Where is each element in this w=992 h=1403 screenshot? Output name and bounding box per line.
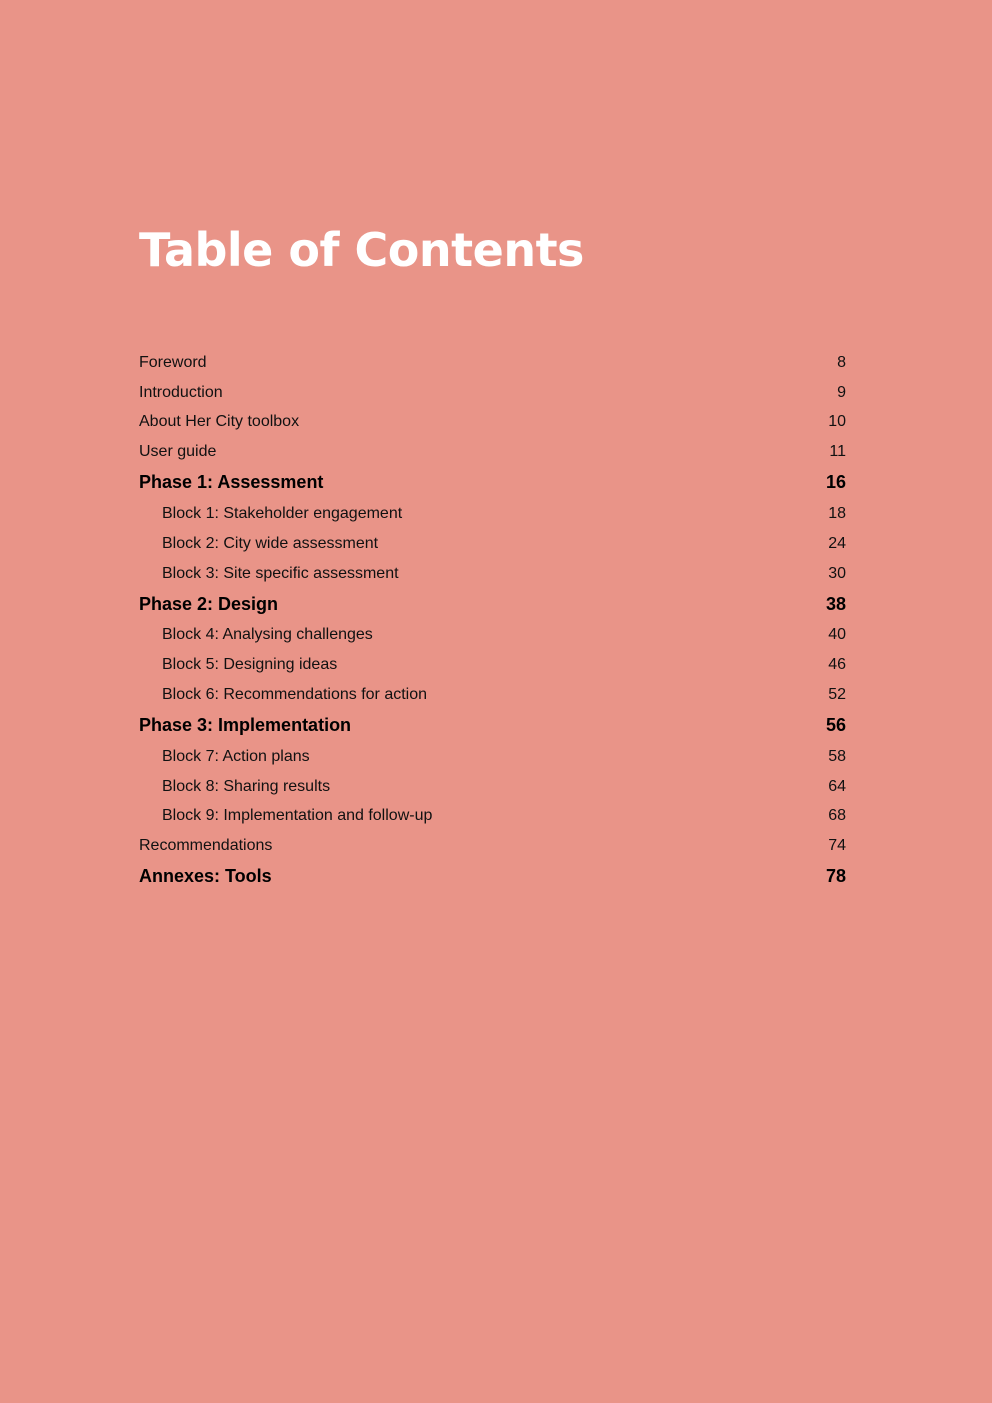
toc-block-label: Block 2: City wide assessment <box>162 534 379 552</box>
toc-block-label: Block 4: Analysing challenges <box>162 626 373 644</box>
toc-phase-assessment[interactable] <box>139 467 846 499</box>
toc-block-label: Block 5: Designing ideas <box>162 656 338 674</box>
toc-block-label: Block 6: Recommendations for action <box>162 685 428 703</box>
toc-block-page-number: 40 <box>828 626 846 644</box>
toc-block-page-number: 68 <box>828 807 846 825</box>
toc-phase-label: Phase 2: Design <box>139 593 279 614</box>
table-of-contents <box>139 348 846 893</box>
toc-block-label: Block 9: Implementation and follow-up <box>162 807 433 825</box>
toc-block-label: Block 8: Sharing results <box>162 777 331 795</box>
toc-entry-page-number: 10 <box>828 413 846 431</box>
toc-block-label: Block 1: Stakeholder engagement <box>162 504 403 522</box>
toc-block-8[interactable] <box>139 772 846 802</box>
toc-entry-label: Foreword <box>139 353 207 371</box>
toc-entry-page-number: 74 <box>828 837 846 855</box>
toc-block-page-number: 46 <box>828 656 846 674</box>
toc-block-4[interactable] <box>139 621 846 651</box>
toc-phase-page-number: 38 <box>825 593 846 614</box>
toc-phase-label: Phase 1: Assessment <box>139 472 324 493</box>
toc-block-label: Block 3: Site specific assessment <box>162 564 399 582</box>
toc-entry-recommendations[interactable] <box>139 831 846 861</box>
toc-block-6[interactable] <box>139 680 846 710</box>
toc-block-7[interactable] <box>139 742 846 772</box>
toc-block-3[interactable] <box>139 559 846 589</box>
toc-block-9[interactable] <box>139 802 846 832</box>
toc-block-1[interactable] <box>139 499 846 529</box>
toc-entry-label: Introduction <box>139 383 223 401</box>
toc-entry-about-toolbox[interactable] <box>139 408 846 438</box>
toc-entry-label: Recommendations <box>139 837 273 855</box>
toc-block-label: Block 7: Action plans <box>162 747 310 765</box>
toc-entry-page-number: 8 <box>837 353 846 371</box>
toc-block-page-number: 30 <box>828 564 846 582</box>
toc-entry-page-number: 11 <box>829 443 846 461</box>
toc-phase-annexes[interactable] <box>139 861 846 893</box>
toc-block-page-number: 18 <box>828 504 846 522</box>
toc-entry-foreword[interactable] <box>139 348 846 378</box>
toc-entry-page-number: 9 <box>837 383 846 401</box>
toc-block-page-number: 58 <box>828 747 846 765</box>
toc-block-2[interactable] <box>139 529 846 559</box>
toc-phase-design[interactable] <box>139 589 846 621</box>
toc-entry-user-guide[interactable] <box>139 437 846 467</box>
toc-block-page-number: 52 <box>828 685 846 703</box>
toc-phase-implementation[interactable] <box>139 710 846 742</box>
toc-entry-introduction[interactable] <box>139 378 846 408</box>
toc-phase-label: Annexes: Tools <box>139 866 272 887</box>
toc-block-page-number: 64 <box>828 777 846 795</box>
toc-block-5[interactable] <box>139 650 846 680</box>
page-title: Table of Contents <box>139 223 584 277</box>
toc-block-page-number: 24 <box>828 534 846 552</box>
toc-entry-label: About Her City toolbox <box>139 413 300 431</box>
toc-phase-page-number: 16 <box>825 472 846 493</box>
toc-entry-label: User guide <box>139 443 217 461</box>
toc-phase-page-number: 56 <box>825 714 846 735</box>
toc-phase-page-number: 78 <box>825 866 846 887</box>
toc-phase-label: Phase 3: Implementation <box>139 714 352 735</box>
